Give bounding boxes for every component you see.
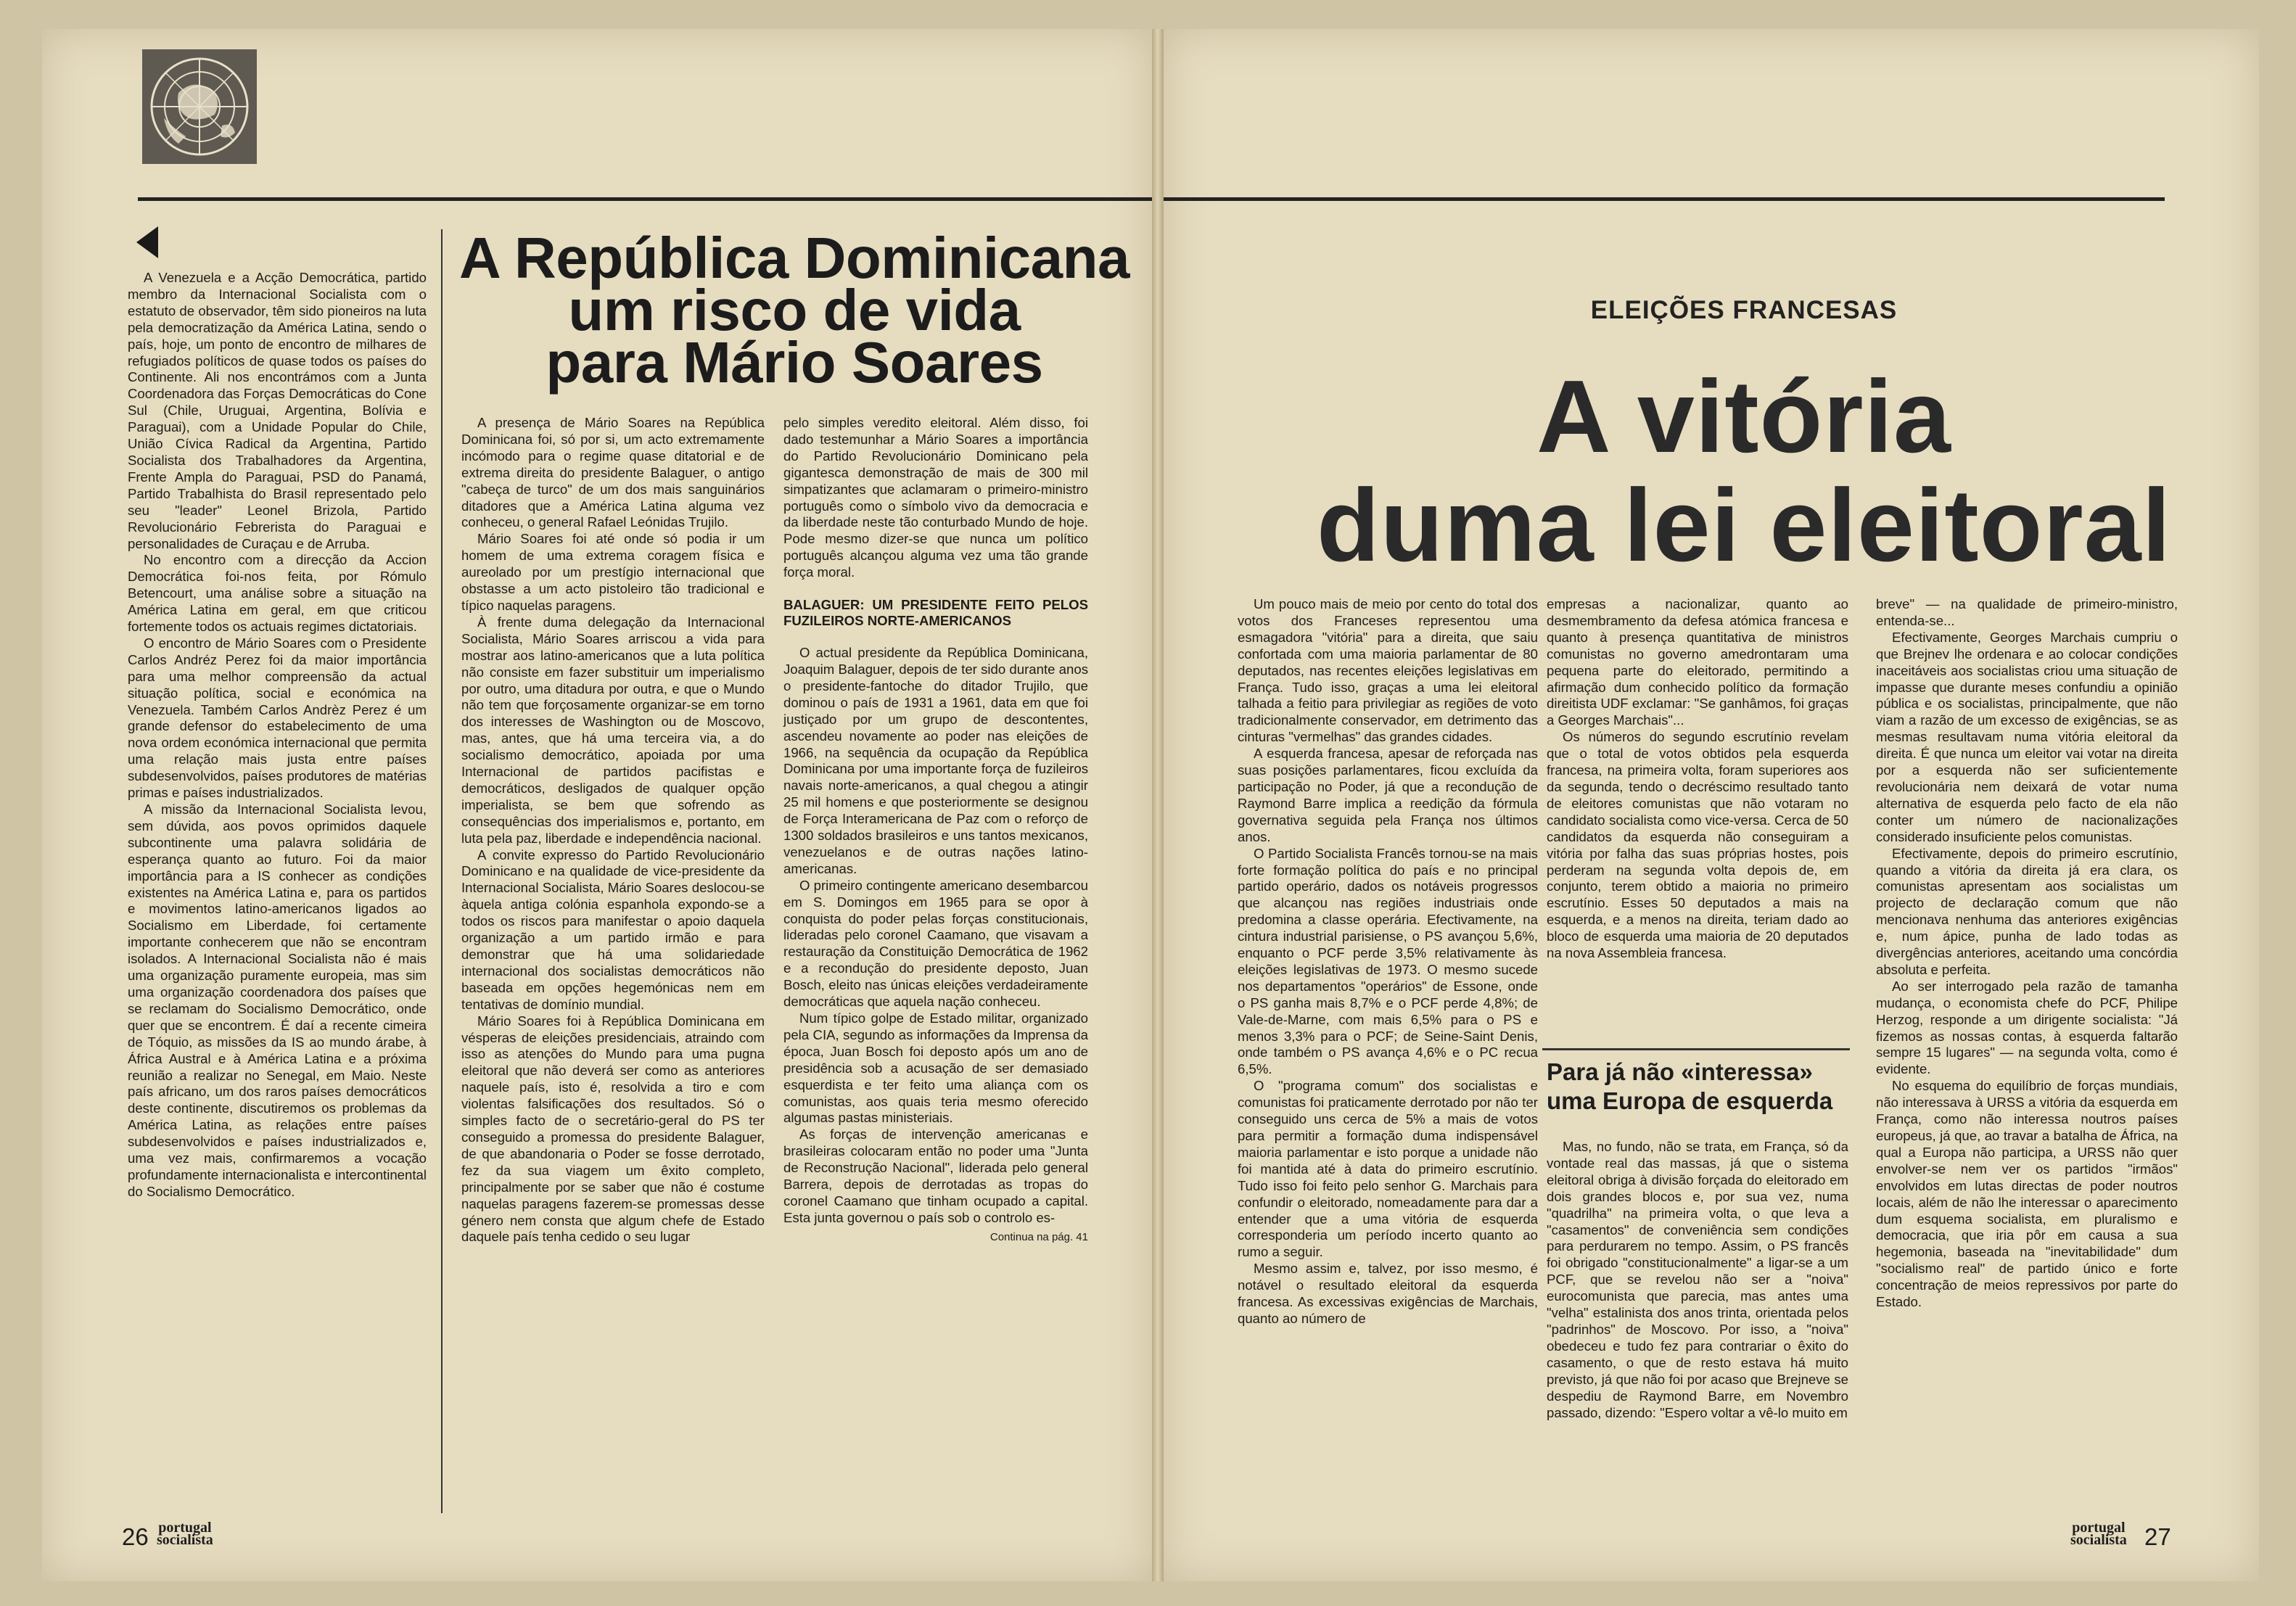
column-3 (1876, 596, 2178, 1311)
paragraph: A Venezuela e a Acção Democrática, partido membro da Internacional Socialista com o estatuto de observador, têm sido pioneiros na luta pela democratização da América Latina, sendo o país, hoje, um ponto de encontro de milhares de refugiados políticos de quase todos os países do Continente. Ali nos encontrámos com a Junta Coordenadora das Forças Democráticas do Cone Sul (Chile, Uruguai, Argentina, Bolívia e Paraguai), com a Unidade Popular do Chile, União Cívica Radical da Argentina, Partido Socialista dos Trabalhadores da Argentina, Frente Ampla do Paraguai, PSD do Panamá, Partido Trabalhista do Brasil representado pelo seu "leader" Leonel Brizola, Partido Revolucionário Febrerista do Paraguai e personalidades de Curaçau e de Arruba. (128, 270, 427, 551)
paragraph: O Partido Socialista Francês tornou-se na mais forte formação política do país e no principal partido operário, dados os notáveis progressos que alcançou nas regiões industriais onde predomina a classe operária. Efectivamente, na cintura industrial parisiense, o PS avançou 5,6%, enquanto o PCF perde 3,5% relativamente às eleições legislativas de 1973. O mesmo sucede nos departamentos "operários" de Essone, onde o PS ganha mais 8,7% e o PCF perde 4,8%; de Vale-de-Marne, com mais 6,5% para o PS e menos 3,3% para o PCF; de Seine-Saint Denis, onde também o PS avança 4,6% e o PC recua 6,5%. (1238, 845, 1538, 1077)
paragraph: Mas, no fundo, não se trata, em França, só da vontade real das massas, já que o sistema eleitoral obriga à divisão forçada do eleitorado em dois grandes blocos e, por sua vez, numa "quadrilha" na primeira volta, o que leva a "casamentos" de conveniência sem condições para perdurarem no tempo. Assim, o PS francês foi obrigado "constitucionalmente" a ligar-se a um PCF, que se revelou não ser a "noiva" eurocomunista que parecia, mas antes uma "velha" estalinista dos anos trinta, orientada pelos "padrinhos" de Moscovo. Por isso, a "noiva" obedeceu e tudo fez para contrariar o êxito do casamento, o que de resto estava há muito previsto, já que não foi por acaso que Brejneve se despediu de Raymond Barre, em Novembro passado, dizendo: "Espero voltar a vê-lo muito em (1547, 1139, 1848, 1420)
left-page (42, 29, 1152, 1581)
publication-logo (2070, 1522, 2127, 1547)
paragraph: empresas a nacionalizar, quanto ao desmembramento da defesa atómica francesa e quanto à presença quantitativa de ministros comunistas no governo amedrontaram uma pequena parte do eleitorado, permitindo a afirmação dum conhecido político da formação direitista UDF exclamar: "Se ganhâmos, foi graças a Georges Marchais"... (1547, 596, 1848, 728)
box-rule (1542, 1048, 1850, 1050)
headline-line: A República Dominicana (459, 226, 1130, 290)
headline-line: A vitória (1536, 359, 1951, 474)
top-rule (1164, 197, 2165, 201)
paragraph: Mário Soares foi até onde só podia ir um homem de uma extrema coragem física e aureolado por um prestígio internacional que obstasse a um acto pistoleiro tão tradicional e típico naquelas paragens. (461, 531, 765, 613)
paragraph: Os números do segundo escrutínio revelam que o total de votos obtidos pela esquerda francesa, na primeira volta, foram superiores aos da segunda, tendo o decréscimo resultado tanto de eleitores comunistas que não votaram no candidato socialista como vice-versa. Cerca de 50 candidatos da esquerda não conseguiram a vitória por falha das suas próprias hostes, pois perderam na segunda volta depois de, em conjunto, terem obtido a maioria no primeiro escrutínio. Esses 50 deputados a mais na esquerda, e a menos na direita, teriam dado ao bloco de esquerda uma maioria de 20 deputados na nova Assembleia francesa. (1547, 729, 1848, 961)
paragraph: No encontro com a direcção da Accion Democrática foi-nos feita, por Rómulo Betencourt, uma análise sobre a situação na América Latina em geral, em que criticou fortemente todos os actuais regimes dictatoriais. (128, 552, 427, 635)
paragraph: A convite expresso do Partido Revolucionário Dominicano e na qualidade de vice-presidente da Internacional Socialista, Mário Soares deslocou-se àquela antiga colónia espanhola expondo-se a todos os riscos para manifestar o apoio daquela organização a um partido irmão e para demonstrar que há uma solidariedade internacional dos socialistas democráticos não baseada em opções hegemónicas nem em tentativas de domínio mundial. (461, 847, 765, 1012)
paragraph: pelo simples veredito eleitoral. Além disso, foi dado testemunhar a Mário Soares a importância do Partido Revolucionário Dominicano pela gigantesca demonstração de mais de 300 mil simpatizantes que aclamaram o primeiro-ministro português como o símbolo vivo da democracia e da liberdade neste tão conturbado Mundo de hoje. Pode mesmo dizer-se que nunca um político português alcançou alguma vez uma tão grande força moral. (783, 415, 1088, 580)
headline-line: duma lei eleitoral (1316, 468, 2172, 583)
column-2 (1547, 596, 1848, 962)
headline-line: um risco de vida (568, 278, 1021, 342)
column-1 (1238, 596, 1538, 1327)
paragraph: Mário Soares foi à República Dominicana em vésperas de eleições presidenciais, atraindo com isso as atenções do Mundo para uma pugna eleitoral que não deverá ser como as anteriores naquele país, isto é, resolvida a tiro e com violentas falsificações dos resultados. Só o simples facto de o secretário-geral do PS ter conseguido a promessa do presidente Balaguer, de que abandonaria o Poder se fosse derrotado, fez da sua viagem um êxito completo, principalmente por se saber que não é costume naquelas paragens fazerem-se promessas desse género nem consta que algum chefe de Estado daquele país tenha cedido o seu lugar (461, 1013, 765, 1245)
logo-line: socialista (157, 1532, 213, 1548)
paragraph: Num típico golpe de Estado militar, organizado pela CIA, segundo as informações da Imprensa da época, Juan Bosch foi deposto após um ano de presidência sob a acusação de ser demasiado esquerdista e ter feito uma aliança com os comunistas, aos quais teria mesmo oferecido algumas pastas ministeriais. (783, 1010, 1088, 1126)
paragraph: A missão da Internacional Socialista levou, sem dúvida, aos povos oprimidos daquele subcontinente uma palavra solidária de esperança quanto ao futuro. Foi da maior importância para a IS conhecer as condições existentes na América Latina e, para os partidos e movimentos latino-americanos ligados ao Socialismo em Liberdade, foi certamente importante conhecerem que não se encontram isolados. A Internacional Socialista não é mais uma organização puramente europeia, mas sim uma organização coordenadora dos países que se reclamam do Socialismo Democrático, onde quer que se encontrem. É daí a recente cimeira de Tóquio, as missões da IS ao mundo árabe, à África Austral e à América Latina e a próxima reunião a realizar no Senegal, em Maio. Neste país africano, um dos raros países democráticos deste continente, discutiremos os problemas da América Latina, as relações entre países subdesenvolvidos e países industrializados e, uma vez mais, confirmaremos a vocação profundamente internacionalista e intercontinental do Socialismo Democrático. (128, 802, 427, 1199)
paragraph: breve" — na qualidade de primeiro-ministro, entenda-se... (1876, 596, 2178, 628)
logo-line: portugal (158, 1520, 212, 1536)
article-headline (1164, 359, 2259, 583)
subheading: BALAGUER: UM PRESIDENTE FEITO PELOS FUZILEIROS NORTE-AMERICANOS (783, 597, 1088, 629)
top-rule (138, 197, 1152, 201)
page-number: 26 (122, 1523, 149, 1550)
section-kicker: ELEIÇÕES FRANCESAS (1590, 296, 1898, 324)
column-divider (441, 229, 443, 1513)
logo-line: socialista (2070, 1532, 2127, 1548)
paragraph: O actual presidente da República Dominicana, Joaquim Balaguer, depois de ter sido durante anos o presidente-fantoche do ditador Trujilo, que dominou o país de 1931 a 1961, data em que foi justiçado por um grupo de descontentes, ascendeu novamente ao poder nas eleições de 1966, na sequência da ocupação da República Dominicana por uma importante força de fuzileiros navais norte-americanos, a qual chegou a atingir 25 mil homens e que posteriormente se designou de Força Interamericana de Paz com o reforço de 1300 soldados brasileiros e uns tantos mexicanos, venezuelanos e de outras nações latino-americanas. (783, 645, 1088, 876)
publication-logo (157, 1522, 213, 1547)
paragraph: A esquerda francesa, apesar de reforçada nas suas posições parlamentares, ficou excluída da participação no Poder, já que a recondução de Raymond Barre implica a reedição da fórmula governativa seguida pela França nos últimos anos. (1238, 746, 1538, 844)
headline-line: para Mário Soares (546, 330, 1043, 395)
column-2-continued (1547, 1139, 1848, 1421)
middle-column (461, 415, 765, 1245)
page-number: 27 (2144, 1523, 2171, 1550)
paragraph: No esquema do equilíbrio de forças mundiais, não interessava à URSS a vitória da esquerda em França, como não interessa noutros países europeus, já que, ao travar a batalha de África, na qual a Europa não participa, a URSS não quer envolver-se nem ver os partidos "irmãos" envolvidos em lutas directas de poder noutros locais, além de não lhe interessar o aparecimento dum esquema socialista, em pluralismo e democracia, que iria pôr em causa a sua hegemonia, baseada na "inevitabilidade" dum "socialismo real" de partido único e forte concentração de meios repressivos por parte do Estado. (1876, 1078, 2178, 1310)
globe-emblem-icon (142, 49, 257, 164)
right-column (783, 415, 1088, 1246)
paragraph: A presença de Mário Soares na República Dominicana foi, só por si, um acto extremamente incómodo para o regime quase ditatorial e de extrema direita do presidente Balaguer, o antigo "cabeça de turco" de um dos mais sanguinários ditadores que a América Latina alguma vez conheceu, o general Rafael Leónidas Trujilo. (461, 415, 765, 530)
box-title-line: uma Europa de esquerda (1547, 1087, 1833, 1114)
article-headline (457, 226, 1132, 395)
box-title (1547, 1058, 1851, 1116)
paragraph: Efectivamente, depois do primeiro escrutínio, quando a vitória da direita já era clara, os comunistas apresentam aos socialistas um projecto de declaração comum que não mencionava nenhuma das anteriores exigências e, num ápice, punha de lado todas as divergências anteriores, aceitando uma concórdia absoluta e perfeita. (1876, 845, 2178, 977)
paragraph: Efectivamente, Georges Marchais cumpriu o que Brejnev lhe ordenara e ao colocar condições inaceitáveis aos socialistas criou uma situação de impasse que durante meses confundiu a opinião pública e os socialistas, principalmente, que não viam a razão de um excesso de exigências, se as mesmas resultavam numa vitória eleitoral da direita. É que nunca um eleitor vai votar na direita por a esquerda não ser suficientemente revolucionária nem deixará de votar numa alternativa de esquerda pelo facto de ela não conter um número de nacionalizações considerado insuficiente pelos comunistas. (1876, 629, 2178, 844)
paragraph: Mesmo assim e, talvez, por isso mesmo, é notável o resultado eleitoral da esquerda francesa. As excessivas exigências de Marchais, quanto ao número de (1238, 1261, 1538, 1326)
paragraph: O primeiro contingente americano desembarcou em S. Domingos em 1965 para se opor à conquista do poder pelas forças constitucionais, lideradas pelo coronel Caamano, que visavam a restauração da Constituição Democrática de 1962 e a recondução do presidente deposto, Juan Bosch, eleito nas únicas eleições verdadeiramente democráticas que aquela nação conheceu. (783, 877, 1088, 1010)
paragraph: O encontro de Mário Soares com o Presidente Carlos Andréz Perez foi da maior importância para uma melhor compreensão da actual situação política, social e económica na Venezuela. Também Carlos Andrèz Perez é um grande defensor do estabelecimento de uma nova ordem económica internacional que permita uma relação mais justa entre países subdesenvolvidos, países produtores de matérias primas e países industrializados. (128, 635, 427, 801)
right-page (1164, 29, 2259, 1581)
box-title-line: Para já não «interessa» (1547, 1058, 1813, 1085)
paragraph: Ao ser interrogado pela razão de tamanha mudança, o economista chefe do PCF, Philipe Herzog, responde a um dirigente socialista: "Já fizemos as nossas contas, à esquerda faltarão sempre 15 lugares" — na segunda volta, como é evidente. (1876, 978, 2178, 1077)
left-arrow-icon (136, 226, 158, 258)
logo-line: portugal (2072, 1520, 2126, 1536)
paragraph: O "programa comum" dos socialistas e comunistas foi praticamente derrotado por não ter conseguido uns cerca de 5% a mais de votos para permitir a formação duma indispensável maioria parlamentar e isto porque a unidade não foi mantida até à data do primeiro escrutínio. Tudo isso foi feito pelo senhor G. Marchais para confundir o eleitorado, nomeadamente para dar a entender que a uma vitória de esquerda corresponderia um período incerto quanto ao rumo a seguir. (1238, 1078, 1538, 1260)
paragraph: As forças de intervenção americanas e brasileiras colocaram então no poder uma "Junta de Reconstrução Nacional", liderada pelo general Barrera, depois de derrotadas as tropas do coronel Caamano que tinham ocupado a capital. Esta junta governou o país sob o controlo es- (783, 1127, 1088, 1225)
continued-note: Continua na pág. 41 (989, 1230, 1088, 1243)
left-column (128, 270, 427, 1201)
center-fold (1152, 29, 1164, 1581)
paragraph: À frente duma delegação da Internacional Socialista, Mário Soares arriscou a vida para mostrar aos latino-americanos que a luta política não consiste em fazer substituir um imperialismo por outro, uma ditadura por outra, e que o Mundo não tem que forçosamente organizar-se em torno dos interesses de Washington ou de Moscovo, mas, antes, que há uma terceira via, a do socialismo democrático, apoiada por uma Internacional de partidos pacifistas e democráticos, desligados de qualquer opção imperialista, se bem que sofrendo as consequências dos imperialismos e, portanto, em luta pela paz, liberdade e independência nacional. (461, 614, 765, 846)
paragraph: Um pouco mais de meio por cento do total dos votos dos Franceses representou uma esmagadora "vitória" para a direita, que saiu confortada com uma maioria parlamentar de 80 deputados, nas recentes eleições legislativas em França. Tudo isso, graças a uma lei eleitoral talhada a feitio para privilegiar as regiões de voto tradicionalmente conservador, em detrimento das cinturas "vermelhas" das grandes cidades. (1238, 596, 1538, 745)
